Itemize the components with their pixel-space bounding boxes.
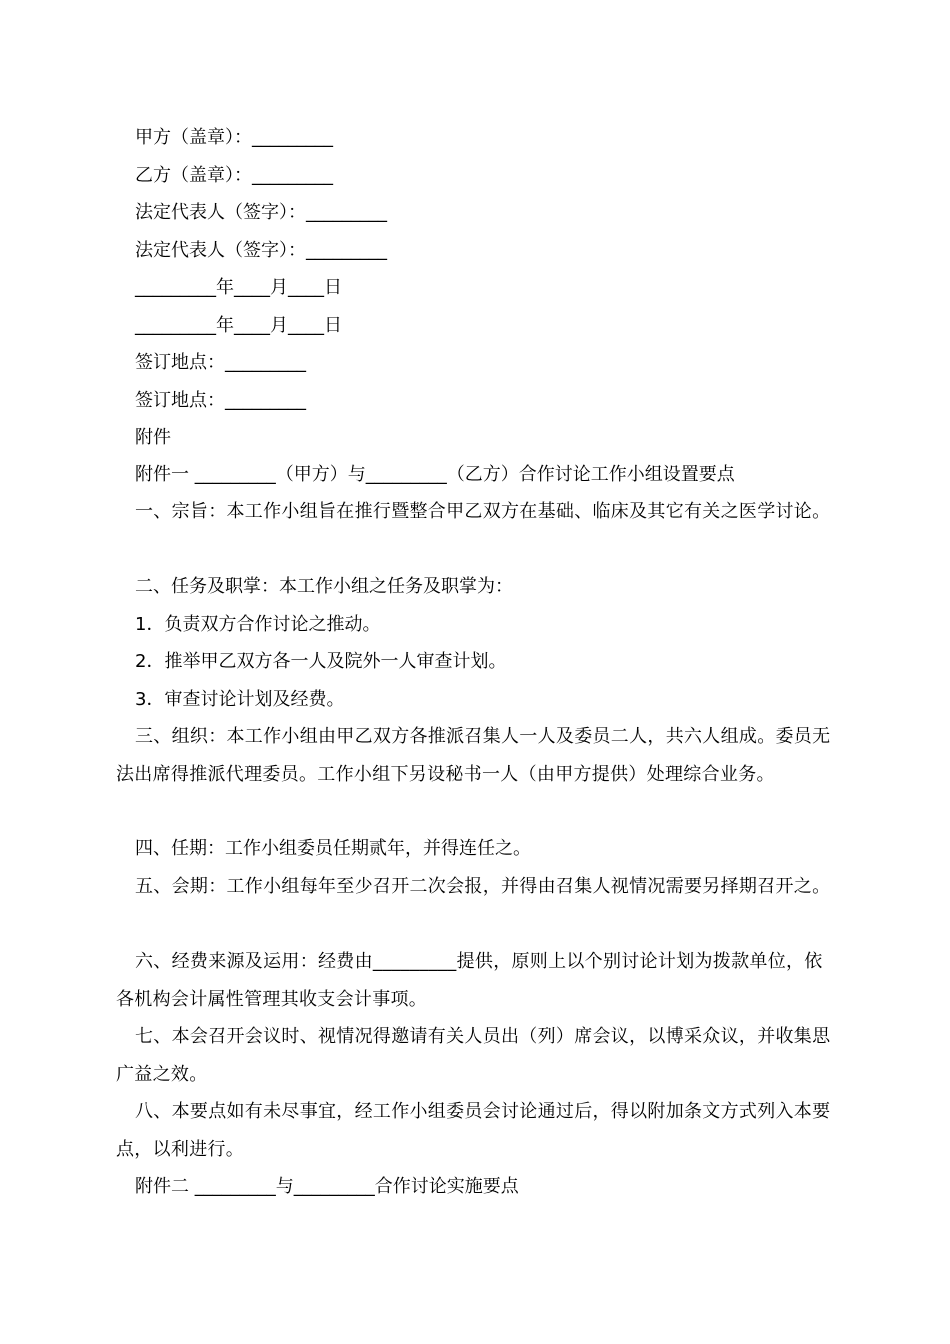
duty-item-2: 2．推举甲乙双方各一人及院外一人审查计划。	[135, 651, 507, 672]
section-organization: 三、组织：本工作小组由甲乙双方各推派召集人一人及委员二人，共六人组成。委员无法出席得推派代理委员。工作小组下另设秘书一人（由甲方提供）处理综合业务。	[116, 726, 831, 785]
duty-item-3: 3．审查讨论计划及经费。	[135, 689, 345, 710]
section-meeting-invitations: 七、本会召开会议时、视情况得邀请有关人员出（列）席会议，以博采众议，并收集思广益之效。	[116, 1026, 831, 1085]
signing-place-line-2: 签订地点：_________	[135, 390, 306, 411]
section-supplementary: 八、本要点如有未尽事宜，经工作小组委员会讨论通过后，得以附加条文方式列入本要点，以利进行。	[116, 1101, 831, 1160]
signing-place-line-1: 签订地点：_________	[135, 352, 306, 373]
section-funding: 六、经费来源及运用：经费由_________提供，原则上以个别讨论计划为拨款单位，依各机构会计属性管理其收支会计事项。	[116, 951, 823, 1010]
section-meetings: 五、会期：工作小组每年至少召开二次会报，并得由召集人视情况需要另择期召开之。	[135, 876, 831, 897]
duty-item-1: 1．负责双方合作讨论之推动。	[135, 614, 381, 635]
party-b-seal-line: 乙方（盖章）：_________	[135, 165, 333, 186]
date-line-1: _________年____月____日	[135, 277, 342, 298]
annex-two-title: 附件二 _________与_________合作讨论实施要点	[135, 1176, 519, 1197]
annex-one-title: 附件一 _________（甲方）与_________（乙方）合作讨论工作小组设置要点	[135, 464, 735, 485]
section-duties: 二、任务及职掌：本工作小组之任务及职掌为：	[135, 576, 513, 597]
legal-rep-signature-line-1: 法定代表人（签字）：_________	[135, 202, 387, 223]
party-a-seal-line: 甲方（盖章）：_________	[135, 127, 333, 148]
date-line-2: _________年____月____日	[135, 315, 342, 336]
legal-rep-signature-line-2: 法定代表人（签字）：_________	[135, 240, 387, 261]
section-purpose: 一、宗旨：本工作小组旨在推行暨整合甲乙双方在基础、临床及其它有关之医学讨论。	[135, 501, 831, 522]
annex-heading: 附件	[135, 427, 171, 448]
section-term: 四、任期：工作小组委员任期贰年，并得连任之。	[135, 838, 531, 859]
